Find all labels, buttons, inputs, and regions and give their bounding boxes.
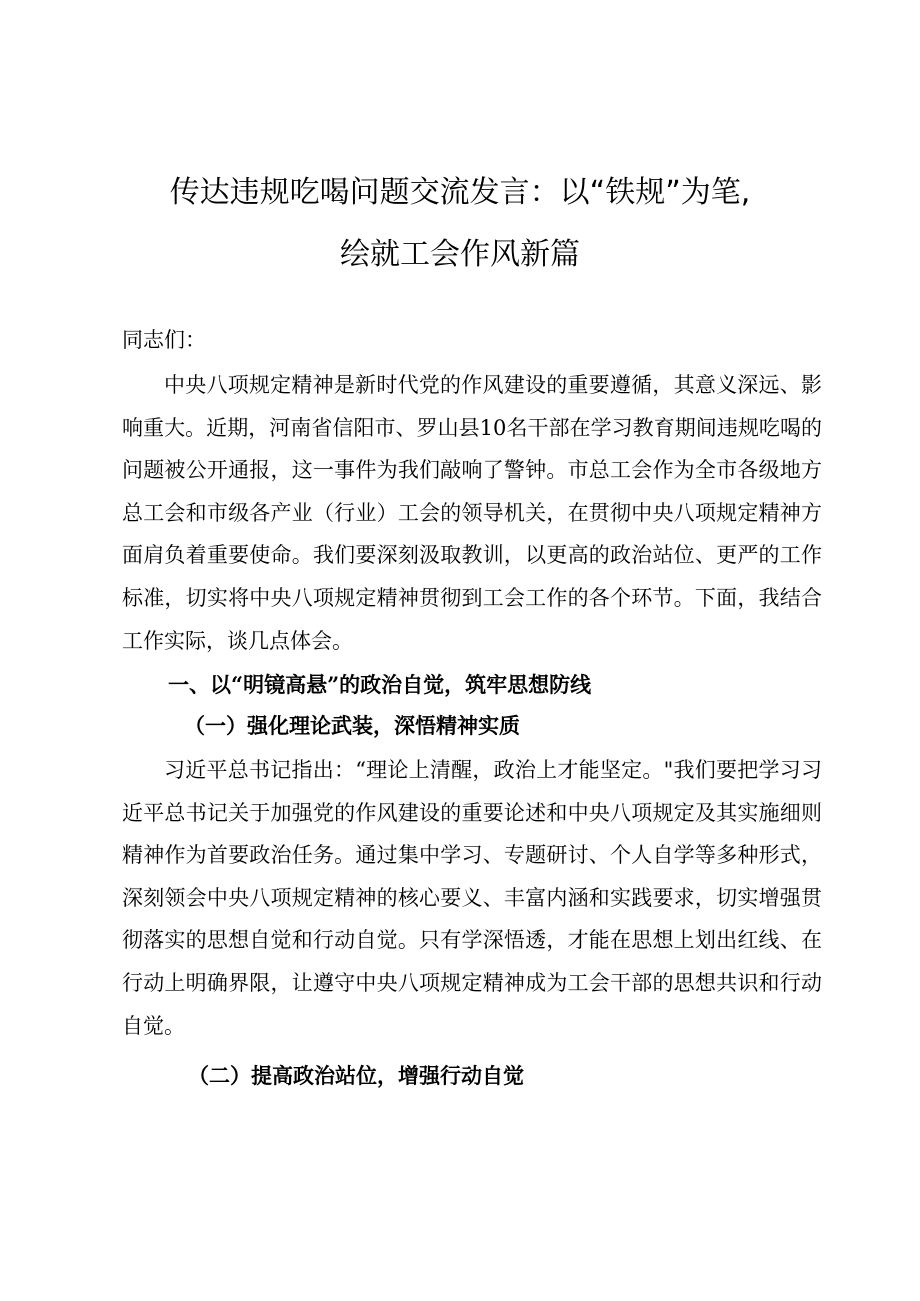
title-line-1: 传达违规吃喝问题交流发言：以“铁规”为笔, xyxy=(169,175,751,210)
subsection-heading-1: （一）强化理论武装，深悟精神实质 xyxy=(184,713,520,738)
section-heading-1: 一、以“明镜高悬”的政治自觉，筑牢思想防线 xyxy=(168,672,592,697)
document-title xyxy=(100,162,820,286)
subsection-heading-2: （二）提高政治站位，增强行动自觉 xyxy=(188,1063,524,1088)
paragraph-intro: 中央八项规定精神是新时代党的作风建设的重要遵循，其意义深远、影响重大。近期，河南省信阳市、罗山县10名干部在学习教育期间违规吃喝的问题被公开通报，这一事件为我们敲响了警钟。市总工会作为全市各级地方总工会和市级各产业（行业）工会的领导机关，在贯彻中央八项规定精神方面肩负着重要使命。我们要深刻汲取教训，以更高的政治站位、更严的工作标准，切实将中央八项规定精神贯彻到工会工作的各个环节。下面，我结合工作实际，谈几点体会。 xyxy=(122,373,822,653)
title-line-2: 绘就工会作风新篇 xyxy=(340,237,580,272)
paragraph-theory: 习近平总书记指出：“理论上清醒，政治上才能坚定。"我们要把学习习近平总书记关于加强党的作风建设的重要论述和中央八项规定及其实施细则精神作为首要政治任务。通过集中学习、专题研讨、个人自学等多种形式，深刻领会中央八项规定精神的核心要义、丰富内涵和实践要求，切实增强贯彻落实的思想自觉和行动自觉。只有学深悟透，才能在思想上划出红线、在行动上明确界限，让遵守中央八项规定精神成为工会干部的思想共识和行动自觉。 xyxy=(122,758,822,1038)
salutation: 同志们： xyxy=(122,328,206,352)
